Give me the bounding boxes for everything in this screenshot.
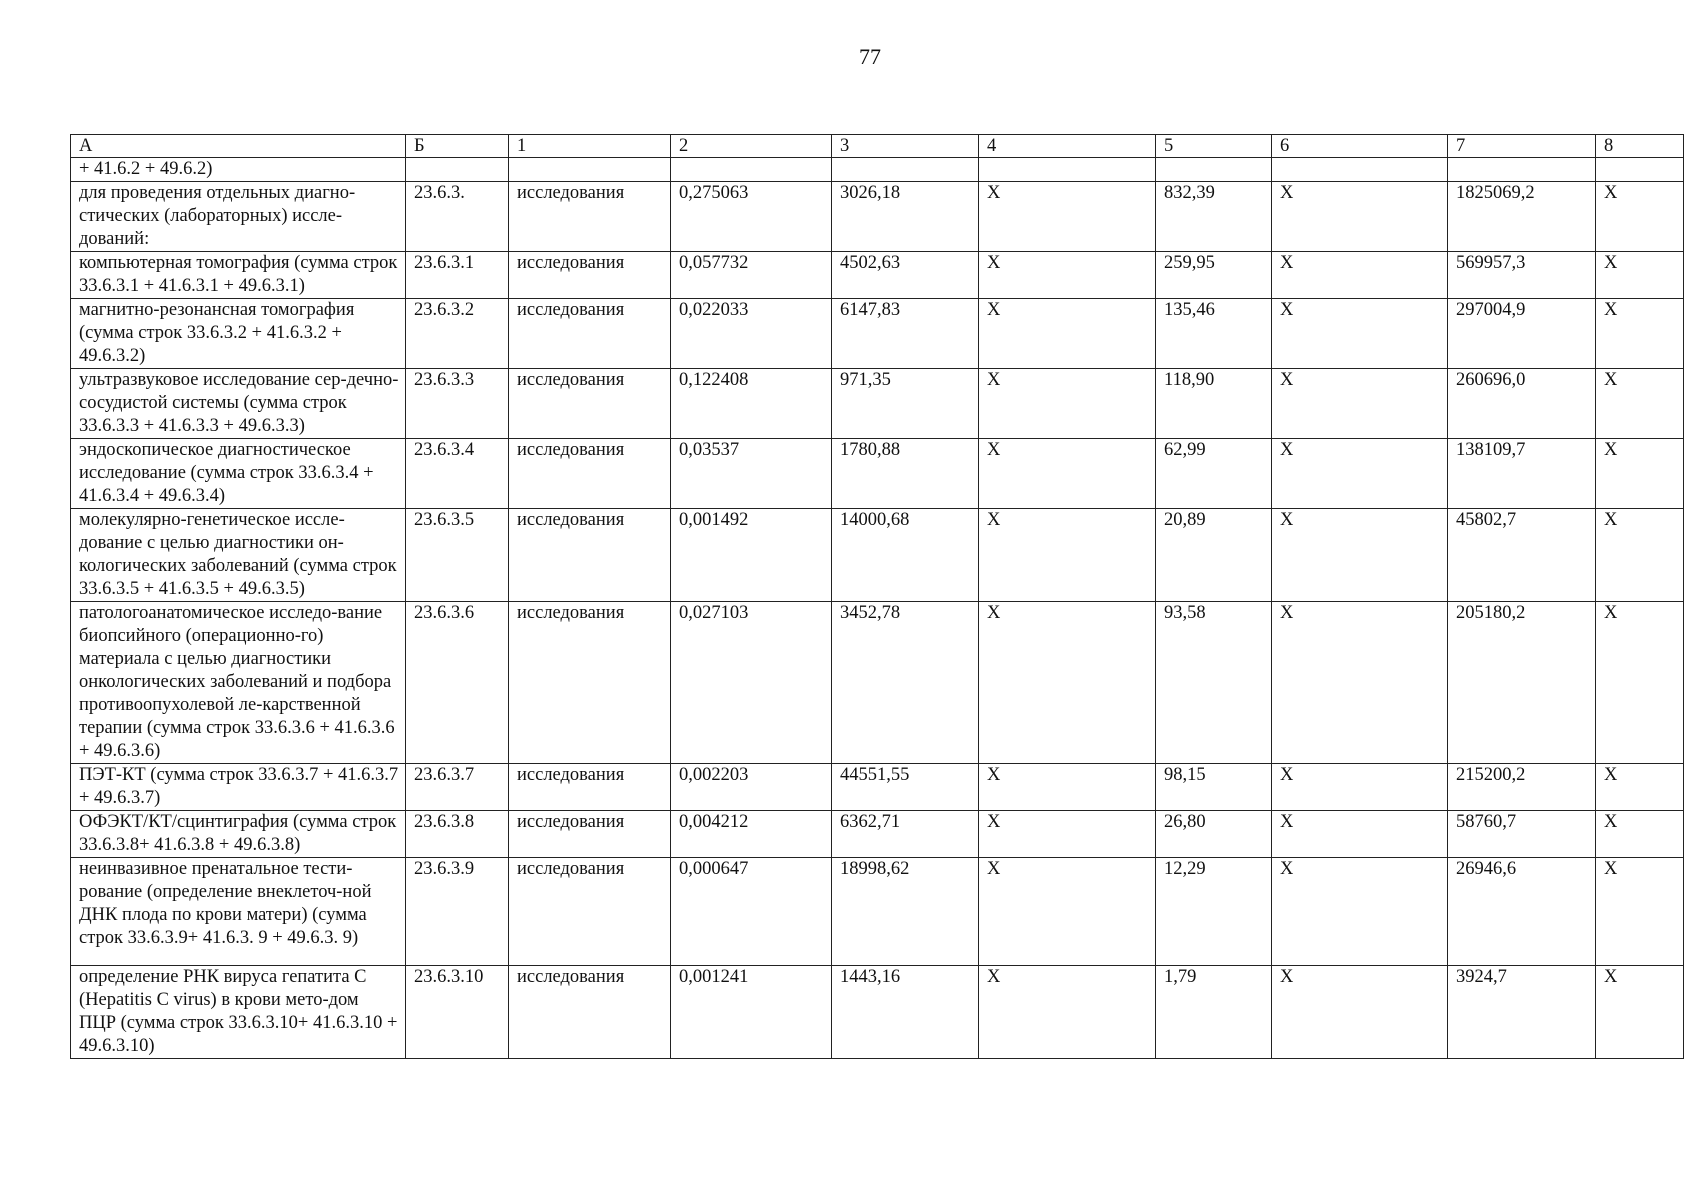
table-cell-col-4: X xyxy=(979,858,1156,966)
table-cell-col-1: исследования xyxy=(509,602,671,764)
table-cell-col-7: 26946,6 xyxy=(1448,858,1596,966)
table-cell-col-4: X xyxy=(979,439,1156,509)
table-cell-col-4: X xyxy=(979,182,1156,252)
table-cell-col-6: X xyxy=(1272,811,1448,858)
table-row xyxy=(71,182,1684,252)
table-cell-col-a: эндоскопическое диагностическое исследование (сумма строк 33.6.3.4 + 41.6.3.4 + 49.6.3.4) xyxy=(71,439,406,509)
table-cell-col-2: 0,001241 xyxy=(671,966,832,1059)
table-cell-col-6: X xyxy=(1272,369,1448,439)
table-cell-col-1: исследования xyxy=(509,764,671,811)
table-cell-col-b: 23.6.3.3 xyxy=(406,369,509,439)
table-cell-col-3: 1443,16 xyxy=(832,966,979,1059)
table-row xyxy=(71,439,1684,509)
table-cell-col-b: 23.6.3.10 xyxy=(406,966,509,1059)
table-cell-col-b: 23.6.3. xyxy=(406,182,509,252)
table-cell-col-4: X xyxy=(979,252,1156,299)
table-cell-col-1: исследования xyxy=(509,509,671,602)
table-cell-col-6: X xyxy=(1272,966,1448,1059)
table-cell-col-a: магнитно-резонансная томография (сумма строк 33.6.3.2 + 41.6.3.2 + 49.6.3.2) xyxy=(71,299,406,369)
table-cell-col-7: 45802,7 xyxy=(1448,509,1596,602)
table-cell-col-7: 215200,2 xyxy=(1448,764,1596,811)
table-cell-col-4: X xyxy=(979,966,1156,1059)
table-cell-col-6: X xyxy=(1272,182,1448,252)
table-cell-col-7: 1825069,2 xyxy=(1448,182,1596,252)
table-cell-col-5: 12,29 xyxy=(1156,858,1272,966)
table-row xyxy=(71,158,1684,182)
header-cell-col-a: А xyxy=(71,135,406,158)
table-row xyxy=(71,966,1684,1059)
table-cell-col-5: 118,90 xyxy=(1156,369,1272,439)
table-cell-col-3: 44551,55 xyxy=(832,764,979,811)
table-row xyxy=(71,764,1684,811)
table-cell-col-2: 0,027103 xyxy=(671,602,832,764)
table-cell-col-7: 260696,0 xyxy=(1448,369,1596,439)
table-cell-col-b: 23.6.3.7 xyxy=(406,764,509,811)
table-cell-col-4: X xyxy=(979,602,1156,764)
table-cell-col-1: исследования xyxy=(509,369,671,439)
table-cell-col-3 xyxy=(832,158,979,182)
table-cell-col-6: X xyxy=(1272,764,1448,811)
table-cell-col-a: компьютерная томография (сумма строк 33.6.3.1 + 41.6.3.1 + 49.6.3.1) xyxy=(71,252,406,299)
table-cell-col-b: 23.6.3.8 xyxy=(406,811,509,858)
table-cell-col-5: 20,89 xyxy=(1156,509,1272,602)
table-cell-col-5: 93,58 xyxy=(1156,602,1272,764)
table-cell-col-8: X xyxy=(1596,858,1684,966)
table-cell-col-8: X xyxy=(1596,182,1684,252)
table-cell-col-5: 1,79 xyxy=(1156,966,1272,1059)
table-cell-col-3: 18998,62 xyxy=(832,858,979,966)
table-cell-col-2: 0,275063 xyxy=(671,182,832,252)
table-cell-col-a: патологоанатомическое исследо-вание биопсийного (операционно-го) материала с целью диагностики онкологических заболеваний и подбора противоопухолевой ле-карственной терапии (сумма строк 33.6.3.6 + 41.6.3.6 + 49.6.3.6) xyxy=(71,602,406,764)
table-cell-col-3: 3452,78 xyxy=(832,602,979,764)
table-cell-col-8: X xyxy=(1596,299,1684,369)
table-cell-col-7: 138109,7 xyxy=(1448,439,1596,509)
table-cell-col-8: X xyxy=(1596,252,1684,299)
table-cell-col-7: 569957,3 xyxy=(1448,252,1596,299)
data-table xyxy=(70,134,1684,1059)
table-cell-col-b xyxy=(406,158,509,182)
table-cell-col-7 xyxy=(1448,158,1596,182)
table-cell-col-1: исследования xyxy=(509,182,671,252)
table-cell-col-6: X xyxy=(1272,252,1448,299)
table-cell-col-1: исследования xyxy=(509,966,671,1059)
table-cell-col-2 xyxy=(671,158,832,182)
table-cell-col-4: X xyxy=(979,369,1156,439)
table-cell-col-2: 0,000647 xyxy=(671,858,832,966)
table-cell-col-2: 0,03537 xyxy=(671,439,832,509)
table-cell-col-4: X xyxy=(979,764,1156,811)
table-cell-col-3: 6362,71 xyxy=(832,811,979,858)
table-cell-col-8: X xyxy=(1596,602,1684,764)
table-cell-col-1: исследования xyxy=(509,439,671,509)
table-cell-col-8: X xyxy=(1596,764,1684,811)
table-cell-col-2: 0,004212 xyxy=(671,811,832,858)
header-cell-col-8: 8 xyxy=(1596,135,1684,158)
table-cell-col-a: ПЭТ-КТ (сумма строк 33.6.3.7 + 41.6.3.7 + 49.6.3.7) xyxy=(71,764,406,811)
header-cell-col-b: Б xyxy=(406,135,509,158)
table-row xyxy=(71,252,1684,299)
table-cell-col-b: 23.6.3.9 xyxy=(406,858,509,966)
table-cell-col-a: молекулярно-генетическое иссле-дование с целью диагностики он-кологических заболеваний (сумма строк 33.6.3.5 + 41.6.3.5 + 49.6.3.5) xyxy=(71,509,406,602)
table-cell-col-3: 3026,18 xyxy=(832,182,979,252)
table-cell-col-3: 4502,63 xyxy=(832,252,979,299)
table-cell-col-4: X xyxy=(979,299,1156,369)
table-cell-col-1: исследования xyxy=(509,858,671,966)
table-cell-col-5: 832,39 xyxy=(1156,182,1272,252)
table-cell-col-5: 98,15 xyxy=(1156,764,1272,811)
table-cell-col-2: 0,002203 xyxy=(671,764,832,811)
table-cell-col-a: для проведения отдельных диагно-стических (лабораторных) иссле-дований: xyxy=(71,182,406,252)
table-cell-col-2: 0,057732 xyxy=(671,252,832,299)
header-cell-col-4: 4 xyxy=(979,135,1156,158)
table-cell-col-6: X xyxy=(1272,299,1448,369)
table-cell-col-1: исследования xyxy=(509,811,671,858)
table-cell-col-7: 205180,2 xyxy=(1448,602,1596,764)
table-cell-col-8: X xyxy=(1596,439,1684,509)
table-cell-col-a: + 41.6.2 + 49.6.2) xyxy=(71,158,406,182)
table-cell-col-a: ОФЭКТ/КТ/сцинтиграфия (сумма строк 33.6.3.8+ 41.6.3.8 + 49.6.3.8) xyxy=(71,811,406,858)
table-cell-col-7: 58760,7 xyxy=(1448,811,1596,858)
table-cell-col-b: 23.6.3.6 xyxy=(406,602,509,764)
table-cell-col-b: 23.6.3.2 xyxy=(406,299,509,369)
table-cell-col-3: 6147,83 xyxy=(832,299,979,369)
page-number: 77 xyxy=(859,44,881,69)
table-cell-col-8 xyxy=(1596,158,1684,182)
table-cell-col-3: 1780,88 xyxy=(832,439,979,509)
table-cell-col-a: ультразвуковое исследование сер-дечно-сосудистой системы (сумма строк 33.6.3.3 + 41.6.3.3 + 49.6.3.3) xyxy=(71,369,406,439)
table-row xyxy=(71,811,1684,858)
table-cell-col-5: 62,99 xyxy=(1156,439,1272,509)
table-cell-col-2: 0,001492 xyxy=(671,509,832,602)
header-cell-col-2: 2 xyxy=(671,135,832,158)
table-cell-col-6 xyxy=(1272,158,1448,182)
header-cell-col-7: 7 xyxy=(1448,135,1596,158)
table-cell-col-6: X xyxy=(1272,439,1448,509)
table-body xyxy=(71,135,1684,1059)
table-cell-col-5: 259,95 xyxy=(1156,252,1272,299)
table-cell-col-a: неинвазивное пренатальное тести-рование (определение внеклеточ-ной ДНК плода по крови матери) (сумма строк 33.6.3.9+ 41.6.3. 9 + 49.6.3. 9) xyxy=(71,858,406,966)
table-row xyxy=(71,858,1684,966)
table-cell-col-1: исследования xyxy=(509,299,671,369)
table-cell-col-8: X xyxy=(1596,811,1684,858)
header-cell-col-6: 6 xyxy=(1272,135,1448,158)
table-cell-col-6: X xyxy=(1272,509,1448,602)
table-cell-col-8: X xyxy=(1596,369,1684,439)
table-cell-col-4: X xyxy=(979,509,1156,602)
table-cell-col-3: 14000,68 xyxy=(832,509,979,602)
table-row xyxy=(71,369,1684,439)
table-row xyxy=(71,299,1684,369)
header-row xyxy=(71,135,1684,158)
header-cell-col-3: 3 xyxy=(832,135,979,158)
table-cell-col-5 xyxy=(1156,158,1272,182)
table-cell-col-b: 23.6.3.5 xyxy=(406,509,509,602)
table-cell-col-8: X xyxy=(1596,509,1684,602)
table-cell-col-7: 3924,7 xyxy=(1448,966,1596,1059)
table-cell-col-5: 26,80 xyxy=(1156,811,1272,858)
table-cell-col-b: 23.6.3.4 xyxy=(406,439,509,509)
table-row xyxy=(71,509,1684,602)
table-cell-col-a: определение РНК вируса гепатита C (Hepatitis C virus) в крови мето-дом ПЦР (сумма строк 33.6.3.10+ 41.6.3.10 + 49.6.3.10) xyxy=(71,966,406,1059)
table-cell-col-6: X xyxy=(1272,602,1448,764)
table-cell-col-1 xyxy=(509,158,671,182)
table-cell-col-5: 135,46 xyxy=(1156,299,1272,369)
table-cell-col-4: X xyxy=(979,811,1156,858)
table-cell-col-2: 0,122408 xyxy=(671,369,832,439)
table-cell-col-b: 23.6.3.1 xyxy=(406,252,509,299)
table-cell-col-2: 0,022033 xyxy=(671,299,832,369)
header-cell-col-5: 5 xyxy=(1156,135,1272,158)
table-cell-col-1: исследования xyxy=(509,252,671,299)
table-cell-col-8: X xyxy=(1596,966,1684,1059)
header-cell-col-1: 1 xyxy=(509,135,671,158)
table-cell-col-4 xyxy=(979,158,1156,182)
table-cell-col-3: 971,35 xyxy=(832,369,979,439)
table-row xyxy=(71,602,1684,764)
table-cell-col-7: 297004,9 xyxy=(1448,299,1596,369)
table-cell-col-6: X xyxy=(1272,858,1448,966)
